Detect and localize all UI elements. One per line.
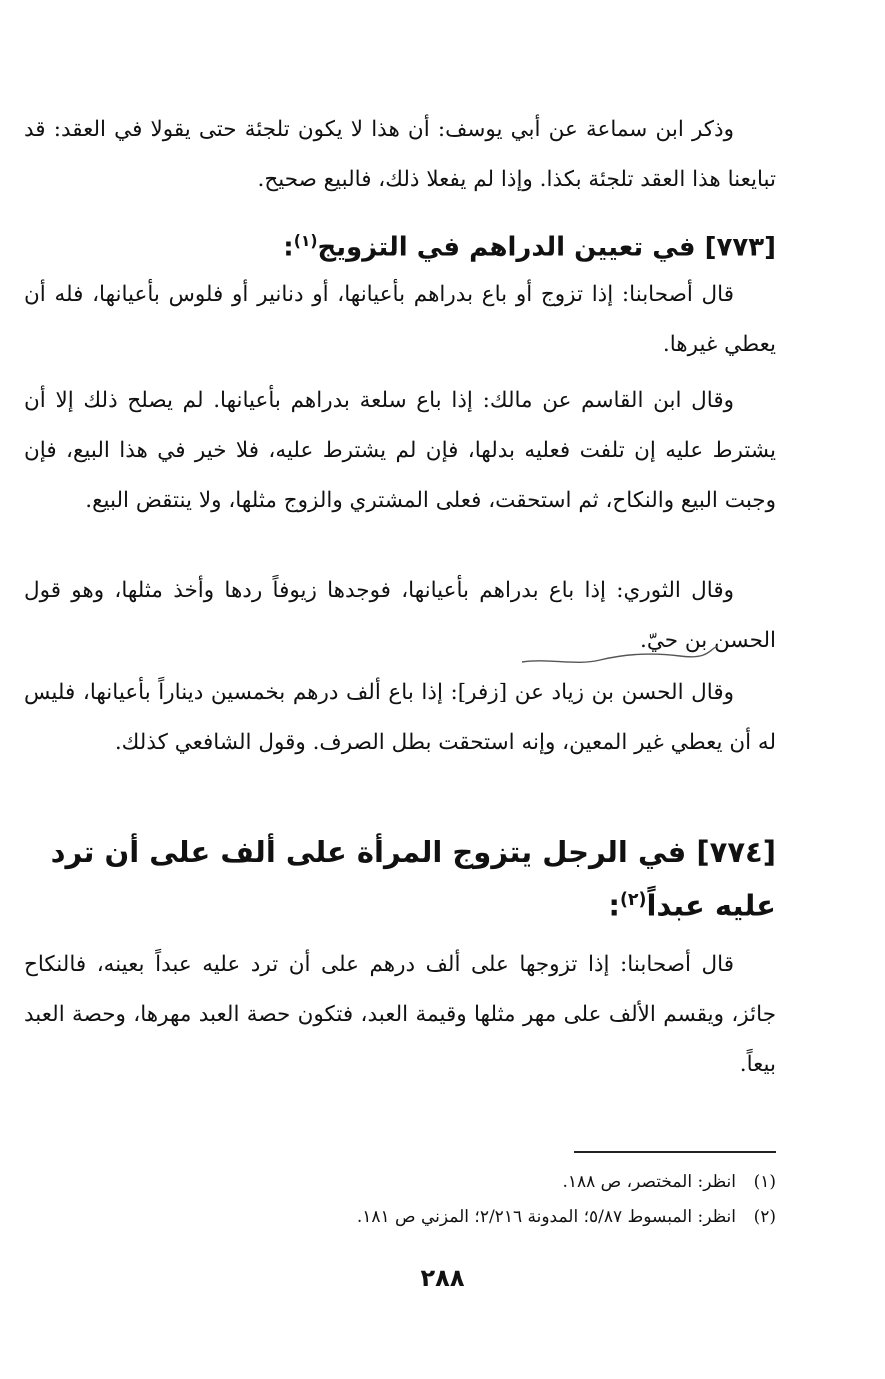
- heading-774-colon: :: [608, 888, 620, 923]
- footnote-1-number: (١): [753, 1172, 776, 1192]
- paragraph-5: وقال الحسن بن زياد عن [زفر]: إذا باع ألف درهم بخمسين ديناراً بأعيانها، فليس له أن يعطي غير المعين، وإنه استحقت بطل الصرف. وقول الشافعي كذلك.: [24, 680, 776, 755]
- handwritten-underline: [520, 640, 720, 670]
- footnote-ref-2: (٢): [619, 890, 647, 910]
- paragraph-4: وقال الثوري: إذا باع بدراهم بأعيانها، فوجدها زيوفاً ردها وأخذ مثلها، وهو قول الحسن بن حيّ.: [24, 578, 776, 653]
- heading-773-colon: :: [283, 232, 294, 263]
- footnote-ref-1: (١): [293, 232, 318, 250]
- footnote-2-text: انظر: المبسوط ٥/٨٧؛ المدونة ٢/٢١٦؛ المزني ص ١٨١.: [356, 1207, 736, 1227]
- heading-774-text: [٧٧٤] في الرجل يتزوج المرأة على ألف على أن ترد عليه عبداً: [50, 835, 776, 923]
- paragraph-3: وقال ابن القاسم عن مالك: إذا باع سلعة بدراهم بأعيانها. لم يصلح ذلك إلا أن يشترط عليه إن تلفت فعليه بدلها، فإن لم يشترط عليه، فلا خير في هذا البيع، فإن وجبت البيع والنكاح، ثم استحقت، فعلى المشتري والزوج مثلها، ولا ينتقض البيع.: [24, 388, 776, 513]
- heading-773-text: [٧٧٣] في تعيين الدراهم في التزويج: [317, 232, 776, 263]
- footnote-divider: [574, 1151, 776, 1153]
- section-heading-774: [24, 828, 776, 930]
- page-number: ٢٨٨: [420, 1264, 465, 1292]
- paragraph-1: وذكر ابن سماعة عن أبي يوسف: أن هذا لا يكون تلجئة حتى يقولا في العقد: قد تبايعنا هذا العقد تلجئة بكذا. وإذا لم يفعلا ذلك، فالبيع صحيح.: [24, 117, 776, 192]
- paragraph-2: قال أصحابنا: إذا تزوج أو باع بدراهم بأعيانها، أو دنانير أو فلوس بأعيانها، فله أن يعطي غيرها.: [24, 282, 776, 357]
- footnote-2: [24, 1201, 776, 1233]
- paragraph-6: قال أصحابنا: إذا تزوجها على ألف درهم على أن ترد عليه عبداً بعينه، فالنكاح جائز، ويقسم الألف على مهر مثلها وقيمة العبد، فتكون حصة العبد مهرها، وحصة العبد بيعاً.: [24, 952, 776, 1077]
- footnote-1-text: انظر: المختصر، ص ١٨٨.: [562, 1172, 736, 1192]
- footnote-1: [24, 1166, 776, 1198]
- section-heading-773: [24, 218, 776, 271]
- footnote-2-number: (٢): [753, 1207, 776, 1227]
